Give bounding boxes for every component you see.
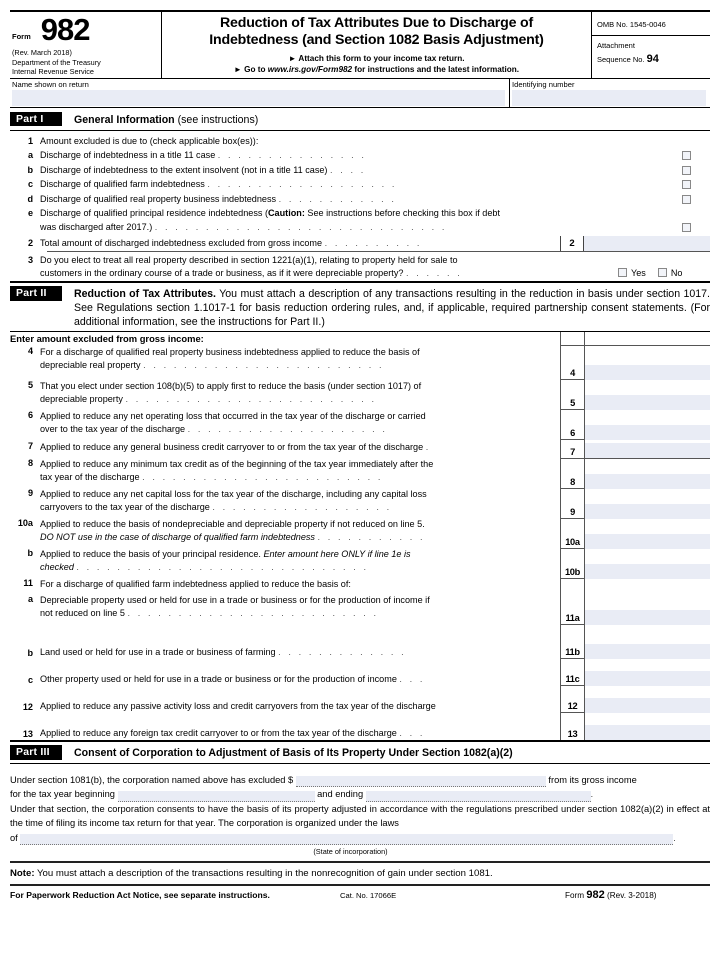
attach-instruction: [166, 54, 587, 63]
line-9-amount-cell: [561, 489, 710, 519]
line-11b-label: Land used or held for use in a trade or business of farming: [40, 646, 276, 657]
part-3-body: [10, 764, 710, 857]
line-1e-label-c: was discharged after 2017.): [40, 221, 153, 232]
line-1b-text: [40, 164, 662, 176]
line-11a-amount-cell: [561, 579, 710, 625]
line-4-box-number: 4: [570, 368, 575, 379]
line-10a-number: 10a: [17, 518, 33, 529]
line-12-amount-cell: [561, 686, 710, 713]
line-13-text: Applied to reduce any foreign tax credit carryover to or from the tax year of the discharge . . .: [40, 727, 426, 738]
line-6-amount-cell: [561, 410, 710, 440]
name-input[interactable]: [12, 90, 505, 106]
line-12-text: [40, 700, 560, 713]
line-6-box-number: 6: [570, 428, 575, 439]
part-3-header: [10, 740, 710, 763]
line-11c-text: Other property used or held for use in a trade or business or for the production of income . . .: [40, 673, 426, 684]
line-9-text: Applied to reduce any net capital loss for the tax year of the discharge, including any capital loss carryovers to the tax year of the discharge . . . . . . . . . . . . . . . . . .: [40, 489, 427, 512]
line-11-row: [10, 578, 560, 594]
form-title-line-2: Indebtedness (and Section 1082 Basis Adjustment): [209, 31, 544, 48]
part-3-state-row: of .: [10, 831, 710, 845]
note-bold-label: Note:: [10, 868, 35, 880]
line-11b-letter: b: [27, 648, 33, 659]
line-6-amount-input[interactable]: [584, 410, 710, 439]
line-1b-checkbox-cell: [662, 164, 710, 175]
line-8-amount-input[interactable]: [584, 459, 710, 488]
footer-form-label: Form: [565, 891, 587, 901]
line-3-yes-label: Yes: [631, 267, 646, 278]
line-11a-box-number: 11a: [565, 613, 580, 624]
line-11-text: For a discharge of qualified farm indebtedness applied to reduce the basis of:: [40, 579, 351, 590]
line-11c-row: [10, 658, 560, 685]
part-3-paragraph-2: for the tax year beginning and ending .: [10, 787, 710, 801]
line-5-amount-cell: [561, 380, 710, 410]
footer-form-id: [565, 889, 710, 901]
line-11b-box-number: 11b: [565, 647, 580, 658]
goto-suffix: for instructions and the latest information.: [352, 65, 520, 74]
line-9-row: [10, 488, 560, 518]
line-6-text: Applied to reduce any net operating loss that occurred in the tax year of the discharge or carried over to the tax year of the discharge . . . . . . . . . . . . . . . . . . . .: [40, 411, 426, 434]
dept-line-1: Department of the Treasury: [12, 57, 101, 67]
line-1e-cont: [10, 221, 710, 236]
line-1c-checkbox[interactable]: [682, 180, 691, 189]
part-3-tag: Part III: [10, 745, 62, 760]
line-1d-checkbox-cell: [662, 193, 710, 204]
line-1c-label: Discharge of qualified farm indebtedness: [40, 179, 205, 190]
line-8-box-number: 8: [570, 477, 575, 488]
line-1c-checkbox-cell: [662, 178, 710, 189]
tax-year-ending-input[interactable]: [366, 791, 591, 802]
line-10a-row: [10, 518, 560, 548]
part-3-p2-text-a: for the tax year beginning: [10, 789, 115, 800]
attachment-label: Attachment: [597, 41, 635, 50]
line-4-amount-cell: [561, 346, 710, 380]
leader-dots-1c: . . . . . . . . . . . . . . . . . . .: [207, 179, 398, 190]
catalog-number: Cat. No. 17066E: [340, 891, 397, 901]
line-11c-amount-input[interactable]: [584, 659, 710, 685]
line-10b-box-number: 10b: [564, 567, 581, 578]
line-8-row: [10, 458, 560, 488]
part-3-paragraph-1: [10, 773, 710, 787]
form-number: 982: [40, 12, 90, 47]
line-1e-caution: Caution:: [267, 208, 305, 219]
line-1-number: 1: [27, 135, 33, 146]
enter-amount-label: Enter amount excluded from gross income:: [10, 333, 204, 345]
line-11b-amount-input[interactable]: [584, 625, 710, 658]
line-10a-amount-input[interactable]: [584, 519, 710, 548]
line-3-number: 3: [27, 255, 33, 266]
form-word-label: Form: [12, 32, 31, 41]
line-1-text: Amount excluded is due to (check applicable box(es)):: [40, 135, 259, 146]
footer-form-number: 982: [586, 889, 605, 902]
paperwork-notice: For Paperwork Reduction Act Notice, see separate instructions.: [10, 890, 270, 901]
excluded-amount-input[interactable]: [296, 776, 546, 787]
part-2-amount-column: [560, 332, 710, 740]
line-3-label-b: customers in the ordinary course of a trade or business, as if it were depreciable property?: [40, 267, 404, 278]
line-13-amount-input[interactable]: [584, 713, 710, 740]
line-1a-checkbox-cell: [662, 149, 710, 160]
name-cell: [10, 79, 510, 107]
line-10a-box-number: 10a: [565, 537, 580, 548]
part-3-title: Consent of Corporation to Adjustment of Basis of Its Property Under Section 1082(a)(2): [74, 747, 513, 760]
line-1e-checkbox-cell: [662, 221, 710, 232]
line-13-number: 13: [22, 729, 33, 740]
note-block: [10, 863, 710, 884]
right-triangle-icon-2: ►: [233, 65, 242, 74]
identifying-number-cell: [510, 79, 710, 107]
line-4-amount-input[interactable]: [584, 346, 710, 379]
line-12-label: Applied to reduce any passive activity loss and credit carryovers from the tax year of the discharge: [40, 700, 436, 711]
omb-block: [592, 12, 710, 78]
taxpayer-identity-row: [10, 78, 710, 108]
line-1d-checkbox[interactable]: [682, 195, 691, 204]
line-1e-label-b: See instructions before checking this box if debt: [304, 208, 500, 219]
line-4-number: 4: [27, 346, 33, 357]
line-2-amount-group: [560, 236, 710, 251]
part-2-tag: Part II: [10, 286, 62, 301]
form-revision: (Rev. March 2018): [12, 48, 72, 57]
line-10b-amount-cell: [561, 549, 710, 579]
line-3-text-b: [40, 267, 614, 279]
line-3-yesno-group: [614, 267, 710, 279]
part-2-left-column: [10, 332, 560, 740]
part-3-p1-text-b: from its gross income: [548, 775, 637, 786]
line-4-text: For a discharge of qualified real property business indebtedness applied to reduce the basis of depreciable real property . . . . . . . . . . . . . . . . . . . . . . . .: [40, 347, 420, 370]
line-9-box-number: 9: [570, 507, 575, 518]
part-2-title-rest: You must attach a description of any transactions resulting in the reduction in basis under section 1017. See Regulations section 1.1017-1 for basis reduction ordering rules, and, if applicable, required partnership consent statements. (For additional information, see the instructions for Part II.): [74, 288, 710, 329]
line-4-row: [10, 346, 560, 380]
leader-dots-3: . . . . . .: [405, 267, 463, 278]
line-1b-checkbox[interactable]: [682, 166, 691, 175]
dept-line-2: Internal Revenue Service: [12, 67, 94, 77]
line-1e-label-a: Discharge of qualified principal residence indebtedness (: [40, 208, 268, 219]
sequence-number: 94: [646, 52, 659, 65]
line-11a-row: [10, 594, 560, 624]
line-1d-letter: d: [27, 193, 33, 204]
line-1e-cont-text: [40, 221, 662, 233]
line-11c-amount-cell: [561, 659, 710, 686]
line-12-box-number: 12: [567, 701, 578, 712]
line-2-amount-input[interactable]: [583, 236, 710, 251]
line-1a-letter: a: [27, 150, 33, 161]
line-1b-letter: b: [27, 164, 33, 175]
line-1a-label: Discharge of indebtedness in a title 11 case: [40, 150, 216, 161]
part-1-header: [10, 108, 710, 130]
footer-form-rev: (Rev. 3-2018): [604, 891, 657, 901]
part-1-body: [10, 131, 710, 281]
line-1c-text: [40, 178, 662, 190]
goto-instruction: [166, 65, 587, 74]
line-11-number: 11: [23, 578, 33, 589]
line-3-yes-checkbox[interactable]: [618, 268, 627, 277]
form-identity-block: [10, 12, 162, 78]
omb-number: OMB No. 1545-0046: [592, 12, 710, 36]
line-1e-text: [40, 207, 662, 219]
line-9-number: 9: [27, 488, 33, 499]
line-11c-label: Other property used or held for use in a trade or business or for the production of income: [40, 673, 397, 684]
line-1d-text: [40, 193, 662, 205]
line-5-row: [10, 380, 560, 410]
line-8-number: 8: [27, 458, 33, 469]
line-1c-letter: c: [27, 179, 33, 190]
leader-dots-1d: . . . . . . . . . . . .: [278, 193, 397, 204]
line-1e-checkbox[interactable]: [682, 223, 691, 232]
line-1a: [10, 149, 710, 163]
form-header: [10, 10, 710, 78]
line-3-text-a: Do you elect to treat all real property described in section 1221(a)(1), relating to property held for sale to: [40, 255, 458, 266]
identifying-number-input[interactable]: [512, 90, 706, 106]
line-1d: [10, 193, 710, 207]
line-10b-row: [10, 548, 560, 578]
tax-year-beginning-input[interactable]: [118, 791, 315, 802]
enter-amount-row: [10, 332, 560, 346]
line-6-number: 6: [27, 410, 33, 421]
line-2-text: [40, 236, 560, 251]
line-12-row: [10, 685, 560, 712]
right-triangle-icon: ►: [288, 53, 297, 63]
line-5-box-number: 5: [570, 398, 575, 409]
line-2-box-number: 2: [560, 236, 583, 251]
line-5-number: 5: [27, 380, 33, 391]
line-11a-amount-input[interactable]: [584, 579, 710, 624]
line-12-amount-input[interactable]: [584, 686, 710, 712]
form-title-line-1: Reduction of Tax Attributes Due to Discharge of: [220, 15, 533, 31]
line-1b-label: Discharge of indebtedness to the extent insolvent (not in a title 11 case): [40, 164, 328, 175]
line-11c-box-number: 11c: [565, 674, 580, 685]
line-1b: [10, 164, 710, 178]
line-3-cont: [10, 267, 710, 281]
line-7-text: Applied to reduce any general business credit carryover to or from the tax year of the discharge .: [40, 442, 431, 453]
line-11c-letter: c: [27, 675, 33, 686]
part-1-title: [74, 112, 710, 127]
sequence-label: Sequence No.: [597, 54, 645, 64]
part-1-title-note: (see instructions): [177, 113, 259, 126]
line-7-box-number: 7: [570, 447, 575, 458]
name-label: Name shown on return: [12, 79, 89, 89]
form-title-block: [162, 12, 592, 78]
line-1e-spacer: [662, 207, 710, 209]
line-1e-letter: e: [27, 208, 33, 219]
line-9-amount-input[interactable]: [584, 489, 710, 518]
line-5-amount-input[interactable]: [584, 380, 710, 409]
line-1: [10, 135, 710, 149]
line-1-spacer: [662, 135, 710, 137]
line-13-amount-cell: [561, 713, 710, 740]
state-of-incorporation-input[interactable]: [20, 834, 673, 845]
leader-dots-1e: . . . . . . . . . . . . . . . . . . . . . . . . . . . . .: [154, 221, 447, 232]
line-2: [10, 236, 710, 251]
irs-url[interactable]: www.irs.gov/Form982: [267, 65, 353, 74]
line-1c: [10, 178, 710, 192]
line-10b-amount-input[interactable]: [584, 549, 710, 578]
line-12-number: 12: [22, 702, 33, 713]
part-3-paragraph-3: Under that section, the corporation consents to have the basis of its property adjusted in accordance with the regulations prescribed under section 1082(a)(2) in effect at the time of filing its income tax return for that year. The corporation is organized under the laws: [10, 803, 710, 828]
part-2-grid: [10, 332, 710, 740]
line-13-box-number: 13: [567, 729, 578, 740]
line-6-row: [10, 410, 560, 440]
part-2-header: [10, 281, 710, 331]
line-2-label: Total amount of discharged indebtedness excluded from gross income: [40, 238, 323, 249]
line-1d-label: Discharge of qualified real property business indebtedness: [40, 193, 277, 204]
of-label: of: [10, 832, 18, 843]
line-10b-letter: b: [27, 548, 33, 559]
line-1e: [10, 207, 710, 220]
form-footer: [10, 886, 710, 901]
line-13-row: [10, 712, 560, 739]
part-3-p2-text-b: and ending: [317, 789, 364, 800]
line-2-number: 2: [27, 238, 33, 249]
line-11b-text: Land used or held for use in a trade or business of farming . . . . . . . . . . . . .: [40, 646, 407, 657]
line-11a-text: Depreciable property used or held for use in a trade or business or for the production of income if not reduced on line 5 . . . . . . . . . . . . . . . . . . . . . . . . .: [40, 595, 430, 618]
part-1-tag: Part I: [10, 112, 62, 127]
line-7-amount-input[interactable]: [584, 440, 710, 458]
line-11a-letter: a: [27, 594, 33, 605]
line-5-text: That you elect under section 108(b)(5) to apply first to reduce the basis (under section 1017) of depreciable property . . . . . . . . . . . . . . . . . . . . . . . . .: [40, 381, 422, 404]
line-10a-amount-cell: [561, 519, 710, 549]
line-10b-text: Applied to reduce the basis of your principal residence. Enter amount here ONLY if line 1e is checked . . . . . . . . . . . . . . . . . . . . . . . . . . . . .: [40, 549, 411, 572]
attach-instruction-text: Attach this form to your income tax return.: [298, 53, 465, 63]
state-of-incorporation-caption: (State of incorporation): [313, 847, 388, 857]
identifying-number-label: Identifying number: [512, 79, 575, 89]
note-text: You must attach a description of the transactions resulting in the nonrecognition of gain under section 1081.: [34, 868, 493, 880]
line-1a-checkbox[interactable]: [682, 151, 691, 160]
line-7-amount-cell: [561, 440, 710, 459]
line-3: [10, 252, 710, 266]
part-2-title: [74, 286, 710, 329]
line-11b-row: [10, 624, 560, 658]
line-7-row: [10, 440, 560, 458]
line-7-number: 7: [27, 441, 33, 452]
line-3-no-checkbox[interactable]: [658, 268, 667, 277]
line-13-label: Applied to reduce any foreign tax credit carryover to or from the tax year of the discharge: [40, 727, 397, 738]
leader-dots-1a: . . . . . . . . . . . . . . .: [217, 150, 367, 161]
leader-dots-2: . . . . . . . . . .: [324, 238, 423, 249]
part-1-title-text: General Information: [74, 113, 175, 126]
goto-prefix: Go to: [244, 65, 268, 74]
line-8-amount-cell: [561, 459, 710, 489]
leader-dots-1b: . . . .: [330, 164, 366, 175]
line-3-no-label: No: [670, 267, 683, 278]
part-2-title-bold: Reduction of Tax Attributes.: [74, 288, 216, 301]
line-10a-text: Applied to reduce the basis of nondepreciable and depreciable property if not reduced on line 5. DO NOT use in the case of discharge of qualified farm indebtedness . . . . . . . . . . .: [40, 519, 426, 542]
line-11b-amount-cell: [561, 625, 710, 659]
line-8-text: Applied to reduce any minimum tax credit as of the beginning of the tax year immediately after the tax year of the discharge . . . . . . . . . . . . . . . . . . . . . . . .: [40, 459, 434, 482]
line-1a-text: [40, 149, 662, 161]
part-3-p1-text-a: Under section 1081(b), the corporation named above has excluded $: [10, 775, 294, 786]
attachment-sequence: [592, 36, 710, 70]
